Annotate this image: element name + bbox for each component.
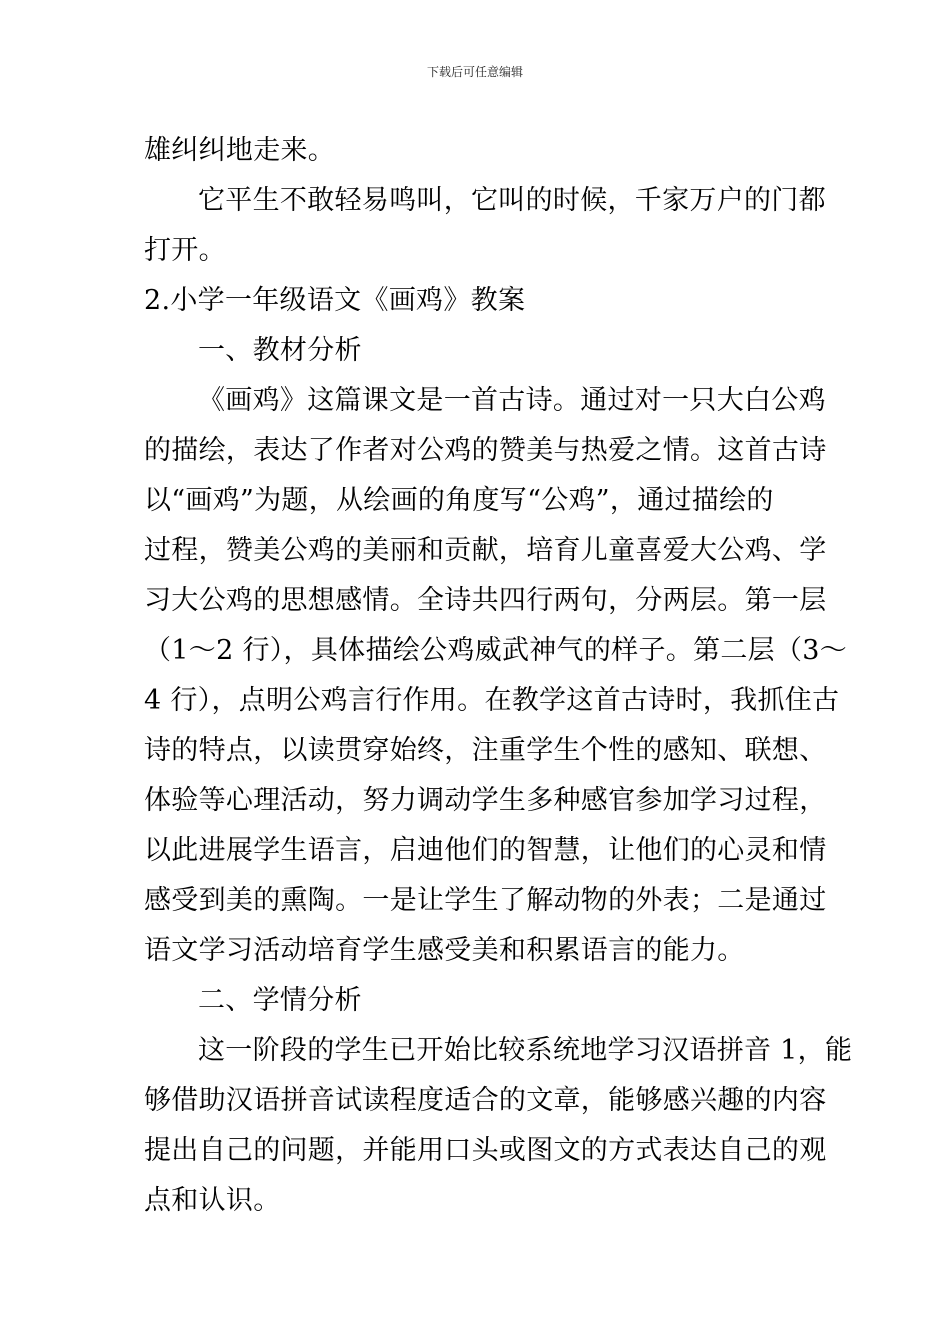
text-line: 感受到美的熏陶。一是让学生了解动物的外表；二是通过 <box>144 885 827 916</box>
page-header: 下载后可任意编辑 <box>426 65 523 79</box>
text-line: 这一阶段的学生已开始比较系统地学习汉语拼音 1，能 <box>198 1035 853 1066</box>
section-title: 2.小学一年级语文《画鸡》教案 <box>144 285 526 316</box>
text-line: 点和认识。 <box>144 1185 281 1216</box>
text-line: 诗的特点，以读贯穿始终，注重学生个性的感知、联想、 <box>144 735 827 766</box>
text-line: 以此进展学生语言，启迪他们的智慧，让他们的心灵和情 <box>144 835 827 866</box>
text-line: 过程，赞美公鸡的美丽和贡献，培育儿童喜爱大公鸡、学 <box>144 535 827 566</box>
text-line: （1～2 行），具体描绘公鸡威武神气的样子。第二层（3～ <box>144 635 848 666</box>
text-line: 雄纠纠地走来。 <box>144 135 336 166</box>
text-line: 语文学习活动培育学生感受美和积累语言的能力。 <box>144 935 745 966</box>
text-line: 够借助汉语拼音试读程度适合的文章，能够感兴趣的内容 <box>144 1085 827 1116</box>
text-line: 的描绘，表达了作者对公鸡的赞美与热爱之情。这首古诗 <box>144 435 827 466</box>
text-line: 打开。 <box>144 235 226 266</box>
text-line: 体验等心理活动，努力调动学生多种感官参加学习过程， <box>144 785 827 816</box>
text-line: 以“画鸡”为题，从绘画的角度写“公鸡”，通过描绘的 <box>144 485 774 516</box>
document-body <box>144 126 853 1226</box>
text-line: 《画鸡》这篇课文是一首古诗。通过对一只大白公鸡 <box>198 385 826 416</box>
text-line: 习大公鸡的思想感情。全诗共四行两句，分两层。第一层 <box>144 585 827 616</box>
text-line: 4 行），点明公鸡言行作用。在教学这首古诗时，我抓住古 <box>144 685 840 716</box>
section-heading: 一、教材分析 <box>198 335 362 366</box>
text-line: 它平生不敢轻易鸣叫，它叫的时候，千家万户的门都 <box>198 185 826 216</box>
text-line: 提出自己的问题，并能用口头或图文的方式表达自己的观 <box>144 1135 827 1166</box>
section-heading: 二、学情分析 <box>198 985 362 1016</box>
